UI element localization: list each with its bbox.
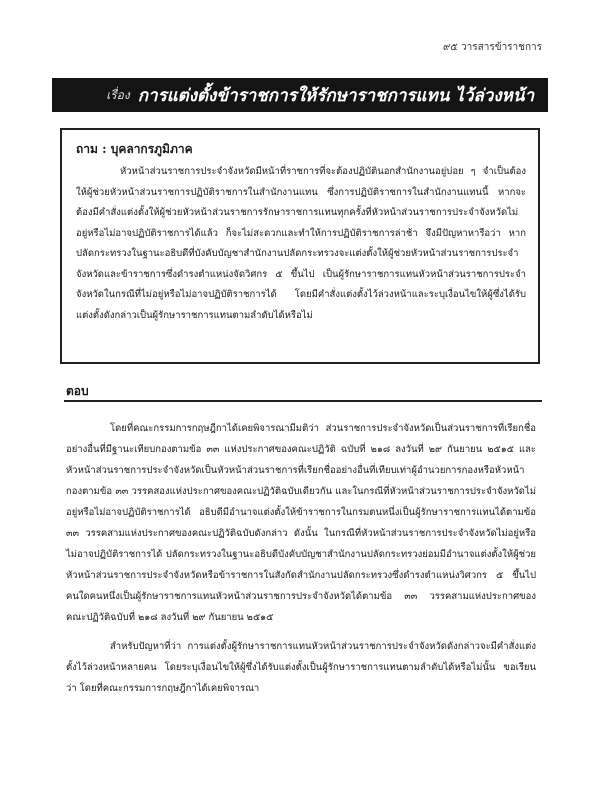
answer-label: ตอบ [66,384,89,398]
page-header: ๙๕ วารสารข้าราชการ [442,42,542,53]
title-prefix: เรื่อง [106,87,130,102]
answer-body [66,418,536,707]
answer-paragraph-1: โดยที่คณะกรรมการกฤษฎีกาได้เคยพิจารณามีมติว่า ส่วนราชการประจำจังหวัดเป็นส่วนราชการที่เรียกชื่ออย่างอื่นที่มีฐานะเทียบกองตามข้อ ๓๓ แห่งประกาศของคณะปฏิวัติ ฉบับที่ ๒๑๘ ลงวันที่ ๒๙ กันยายน ๒๕๑๕ และหัวหน้าส่วนราชการประจำจังหวัดเป็นหัวหน้าส่วนราชการที่เรียกชื่ออย่างอื่นที่เทียบเท่าผู้อำนวยการกองหรือหัวหน้ากองตามข้อ ๓๓ วรรคสองแห่งประกาศของคณะปฏิวัติฉบับเดียวกัน และในกรณีที่หัวหน้าส่วนราชการประจำจังหวัดไม่อยู่หรือไม่อาจปฏิบัติราชการได้ อธิบดีมีอำนาจแต่งตั้งให้ข้าราชการในกรมตนหนึ่งเป็นผู้รักษาราชการแทนได้ตามข้อ ๓๓ วรรคสามแห่งประกาศของคณะปฏิวัติฉบับดังกล่าว ดังนั้น ในกรณีที่หัวหน้าส่วนราชการประจำจังหวัดไม่อยู่หรือไม่อาจปฏิบัติราชการได้ ปลัดกระทรวงในฐานะอธิบดีบังคับบัญชาสำนักงานปลัดกระทรวงย่อมมีอำนาจแต่งตั้งให้ผู้ช่วยหัวหน้าส่วนราชการประจำจังหวัดหรือข้าราชการในสังกัดสำนักงานปลัดกระทรวงซึ่งดำรงตำแหน่งวิศวกร ๕ ขึ้นไป คนใดคนหนึ่งเป็นผู้รักษาราชการแทนหัวหน้าส่วนราชการประจำจังหวัดได้ตามข้อ ๓๓ วรรคสามแห่งประกาศของคณะปฏิวัติฉบับที่ ๒๑๘ ลงวันที่ ๒๙ กันยายน ๒๕๑๕ [66,423,536,623]
answer-paragraph-2: สำหรับปัญหาที่ว่า การแต่งตั้งผู้รักษาราชการแทนหัวหน้าส่วนราชการประจำจังหวัดดังกล่าวจะมีคำสั่งแต่งตั้งไว้ล่วงหน้าหลายคน โดยระบุเงื่อนไขให้ผู้ซึ่งได้รับแต่งตั้งเป็นผู้รักษาราชการแทนตามลำดับได้หรือไม่นั้น ขอเรียนว่า โดยที่คณะกรรมการกฤษฎีกาได้เคยพิจารณา [66,641,536,694]
title-banner [52,78,548,112]
answer-divider [64,400,542,402]
question-body: หัวหน้าส่วนราชการประจำจังหวัดมีหน้าที่ราชการที่จะต้องปฏิบัตินอกสำนักงานอยู่บ่อย ๆ จำเป็นต้องให้ผู้ช่วยหัวหน้าส่วนราชการปฏิบัติราชการในสำนักงานแทน ซึ่งการปฏิบัติราชการในสำนักงานแทนนี้ หากจะต้องมีคำสั่งแต่งตั้งให้ผู้ช่วยหัวหน้าส่วนราชการรักษาราชการแทนทุกครั้งที่หัวหน้าส่วนราชการประจำจังหวัดไม่อยู่หรือไม่อาจปฏิบัติราชการได้แล้ว ก็จะไม่สะดวกและทำให้การปฏิบัติราชการล่าช้า จึงมีปัญหาหารือว่า หากปลัดกระทรวงในฐานะอธิบดีที่บังคับบัญชาสำนักงานปลัดกระทรวงจะแต่งตั้งให้ผู้ช่วยหัวหน้าส่วนราชการประจำจังหวัดและข้าราชการซึ่งดำรงตำแหน่งจัดวิศกร ๕ ขึ้นไป เป็นผู้รักษาราชการแทนหัวหน้าส่วนราชการประจำจังหวัดในกรณีที่ไม่อยู่หรือไม่อาจปฏิบัติราชการได้ โดยมีคำสั่งแต่งตั้งไว้ล่วงหน้าและระบุเงื่อนไขให้ผู้ซึ่งได้รับแต่งตั้งดังกล่าวเป็นผู้รักษาราชการแทนตามลำดับได้หรือไม่ [76,166,526,321]
page-title: การแต่งตั้งข้าราชการให้รักษาราชการแทน ไว้ล่วงหน้า [137,85,534,106]
question-label: ถาม : บุคลากรภูมิภาค [76,142,193,156]
question-box [60,128,540,364]
